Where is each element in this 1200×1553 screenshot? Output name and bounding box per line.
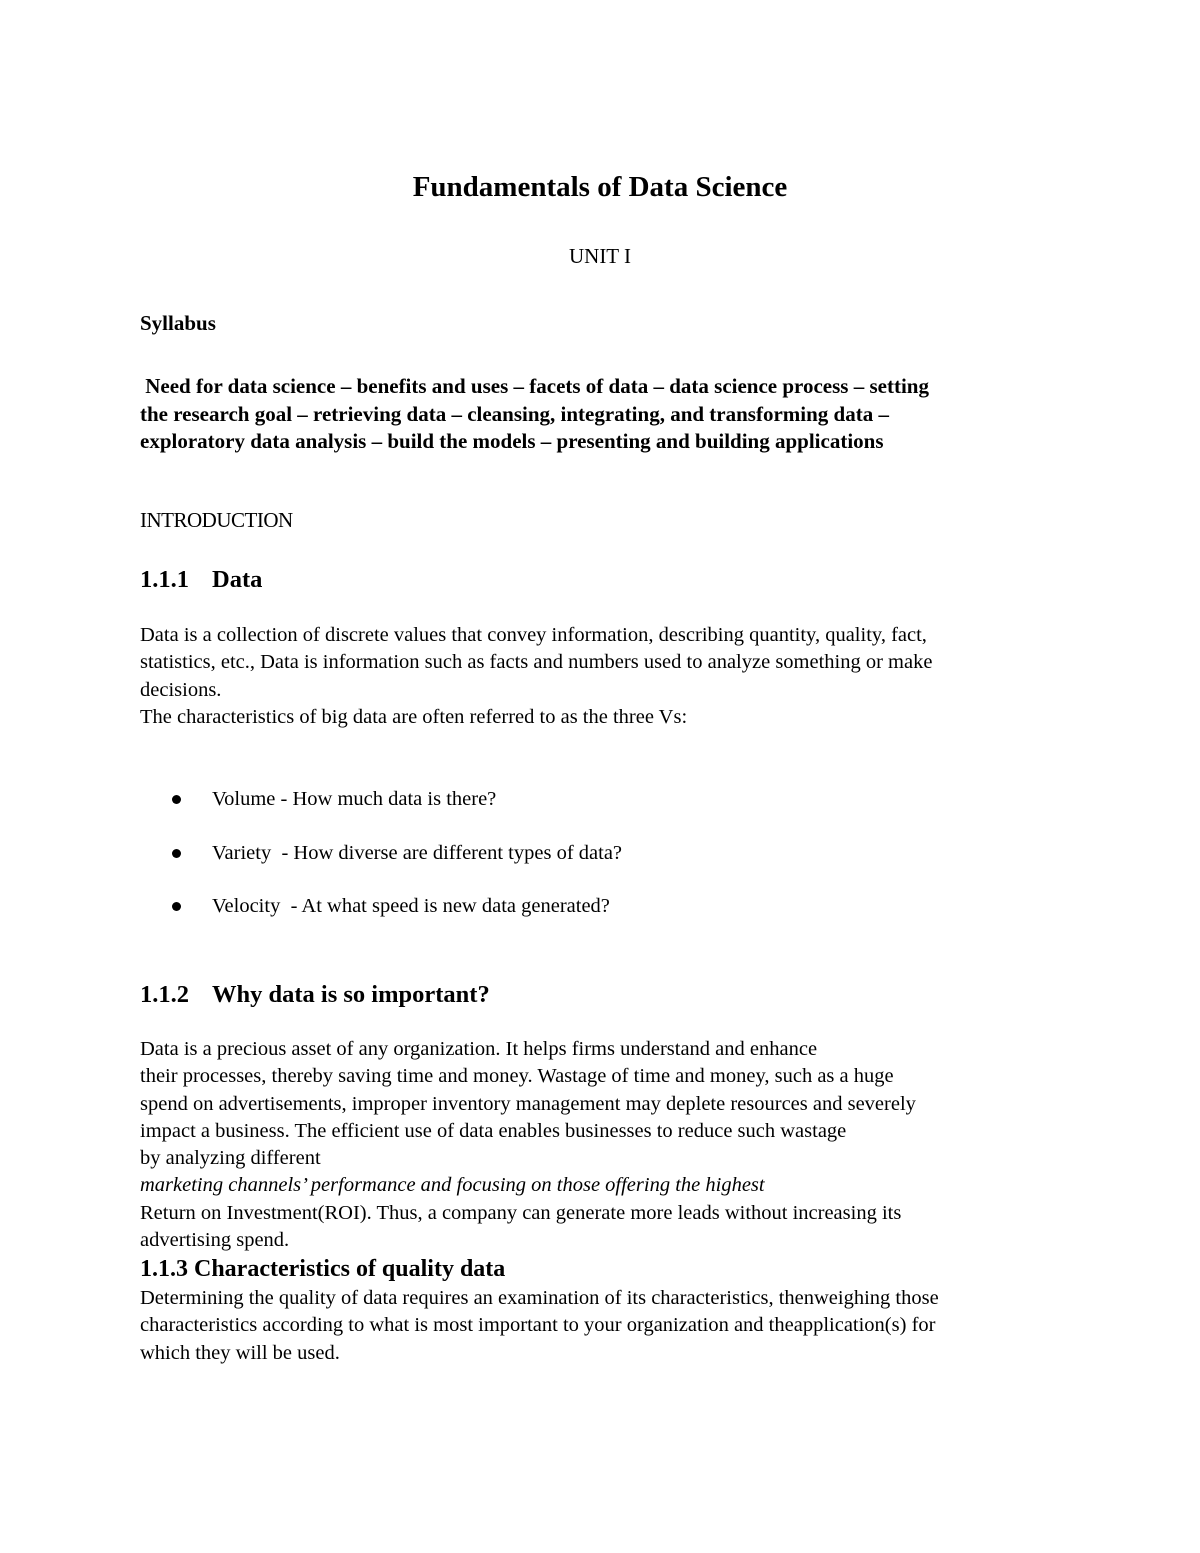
- list-item-text: Velocity - At what speed is new data generated?: [212, 895, 610, 917]
- paragraph-line-italic: marketing channels’ performance and focusing on those offering the highest: [140, 1174, 765, 1197]
- paragraph-line: their processes, thereby saving time and money. Wastage of time and money, such as a huge: [140, 1065, 894, 1088]
- syllabus-label: Syllabus: [140, 311, 216, 335]
- section-number: 1.1.1: [140, 566, 189, 593]
- quality-paragraph: [140, 1285, 1100, 1367]
- section-1-1-2-heading: [140, 980, 490, 1010]
- page-title: Fundamentals of Data Science: [412, 171, 788, 203]
- paragraph-line: Return on Investment(ROI). Thus, a company can generate more leads without increasing its: [140, 1201, 902, 1224]
- paragraph-line: impact a business. The efficient use of data enables businesses to reduce such wastage: [140, 1119, 847, 1142]
- syllabus-line: the research goal – retrieving data – cleansing, integrating, and transforming data –: [140, 401, 889, 426]
- paragraph-line: characteristics according to what is most important to your organization and theapplication(s) for: [140, 1314, 936, 1337]
- paragraph-line: decisions.: [140, 678, 222, 701]
- bullet-icon: [172, 795, 181, 804]
- paragraph-line: Determining the quality of data requires an examination of its characteristics, thenweighing those: [140, 1287, 939, 1309]
- paragraph-line: The characteristics of big data are often referred to as the three Vs:: [140, 705, 688, 728]
- section-1-1-3-heading: 1.1.3 Characteristics of quality data: [140, 1256, 506, 1282]
- paragraph-line: by analyzing different: [140, 1147, 321, 1170]
- syllabus-line: exploratory data analysis – build the models – presenting and building applications: [140, 429, 884, 453]
- list-item-text: Variety - How diverse are different types of data?: [212, 842, 623, 864]
- data-paragraph: [140, 622, 1100, 731]
- syllabus-line: Need for data science – benefits and uses – facets of data – data science process – setting: [140, 374, 929, 398]
- bullet-icon: [172, 849, 181, 858]
- syllabus-text: [140, 373, 1080, 456]
- section-title: Why data is so important?: [212, 981, 490, 1008]
- importance-paragraph: [140, 1036, 1100, 1254]
- paragraph-line: statistics, etc., Data is information such as facts and numbers used to analyze something or make: [140, 651, 933, 674]
- bullet-icon: [172, 902, 181, 911]
- introduction-heading: INTRODUCTION: [140, 508, 293, 532]
- section-title: Data: [212, 566, 263, 593]
- paragraph-line: which they will be used.: [140, 1341, 340, 1364]
- paragraph-line: Data is a precious asset of any organization. It helps firms understand and enhance: [140, 1038, 818, 1060]
- list-item-text: Volume - How much data is there?: [212, 788, 497, 810]
- section-number: 1.1.2: [140, 981, 189, 1008]
- paragraph-line: Data is a collection of discrete values that convey information, describing quantity, quality, fact,: [140, 624, 927, 646]
- paragraph-line: spend on advertisements, improper inventory management may deplete resources and severely: [140, 1092, 916, 1115]
- unit-label: UNIT I: [568, 244, 631, 268]
- section-1-1-1-heading: [140, 565, 262, 595]
- paragraph-line: advertising spend.: [140, 1229, 290, 1252]
